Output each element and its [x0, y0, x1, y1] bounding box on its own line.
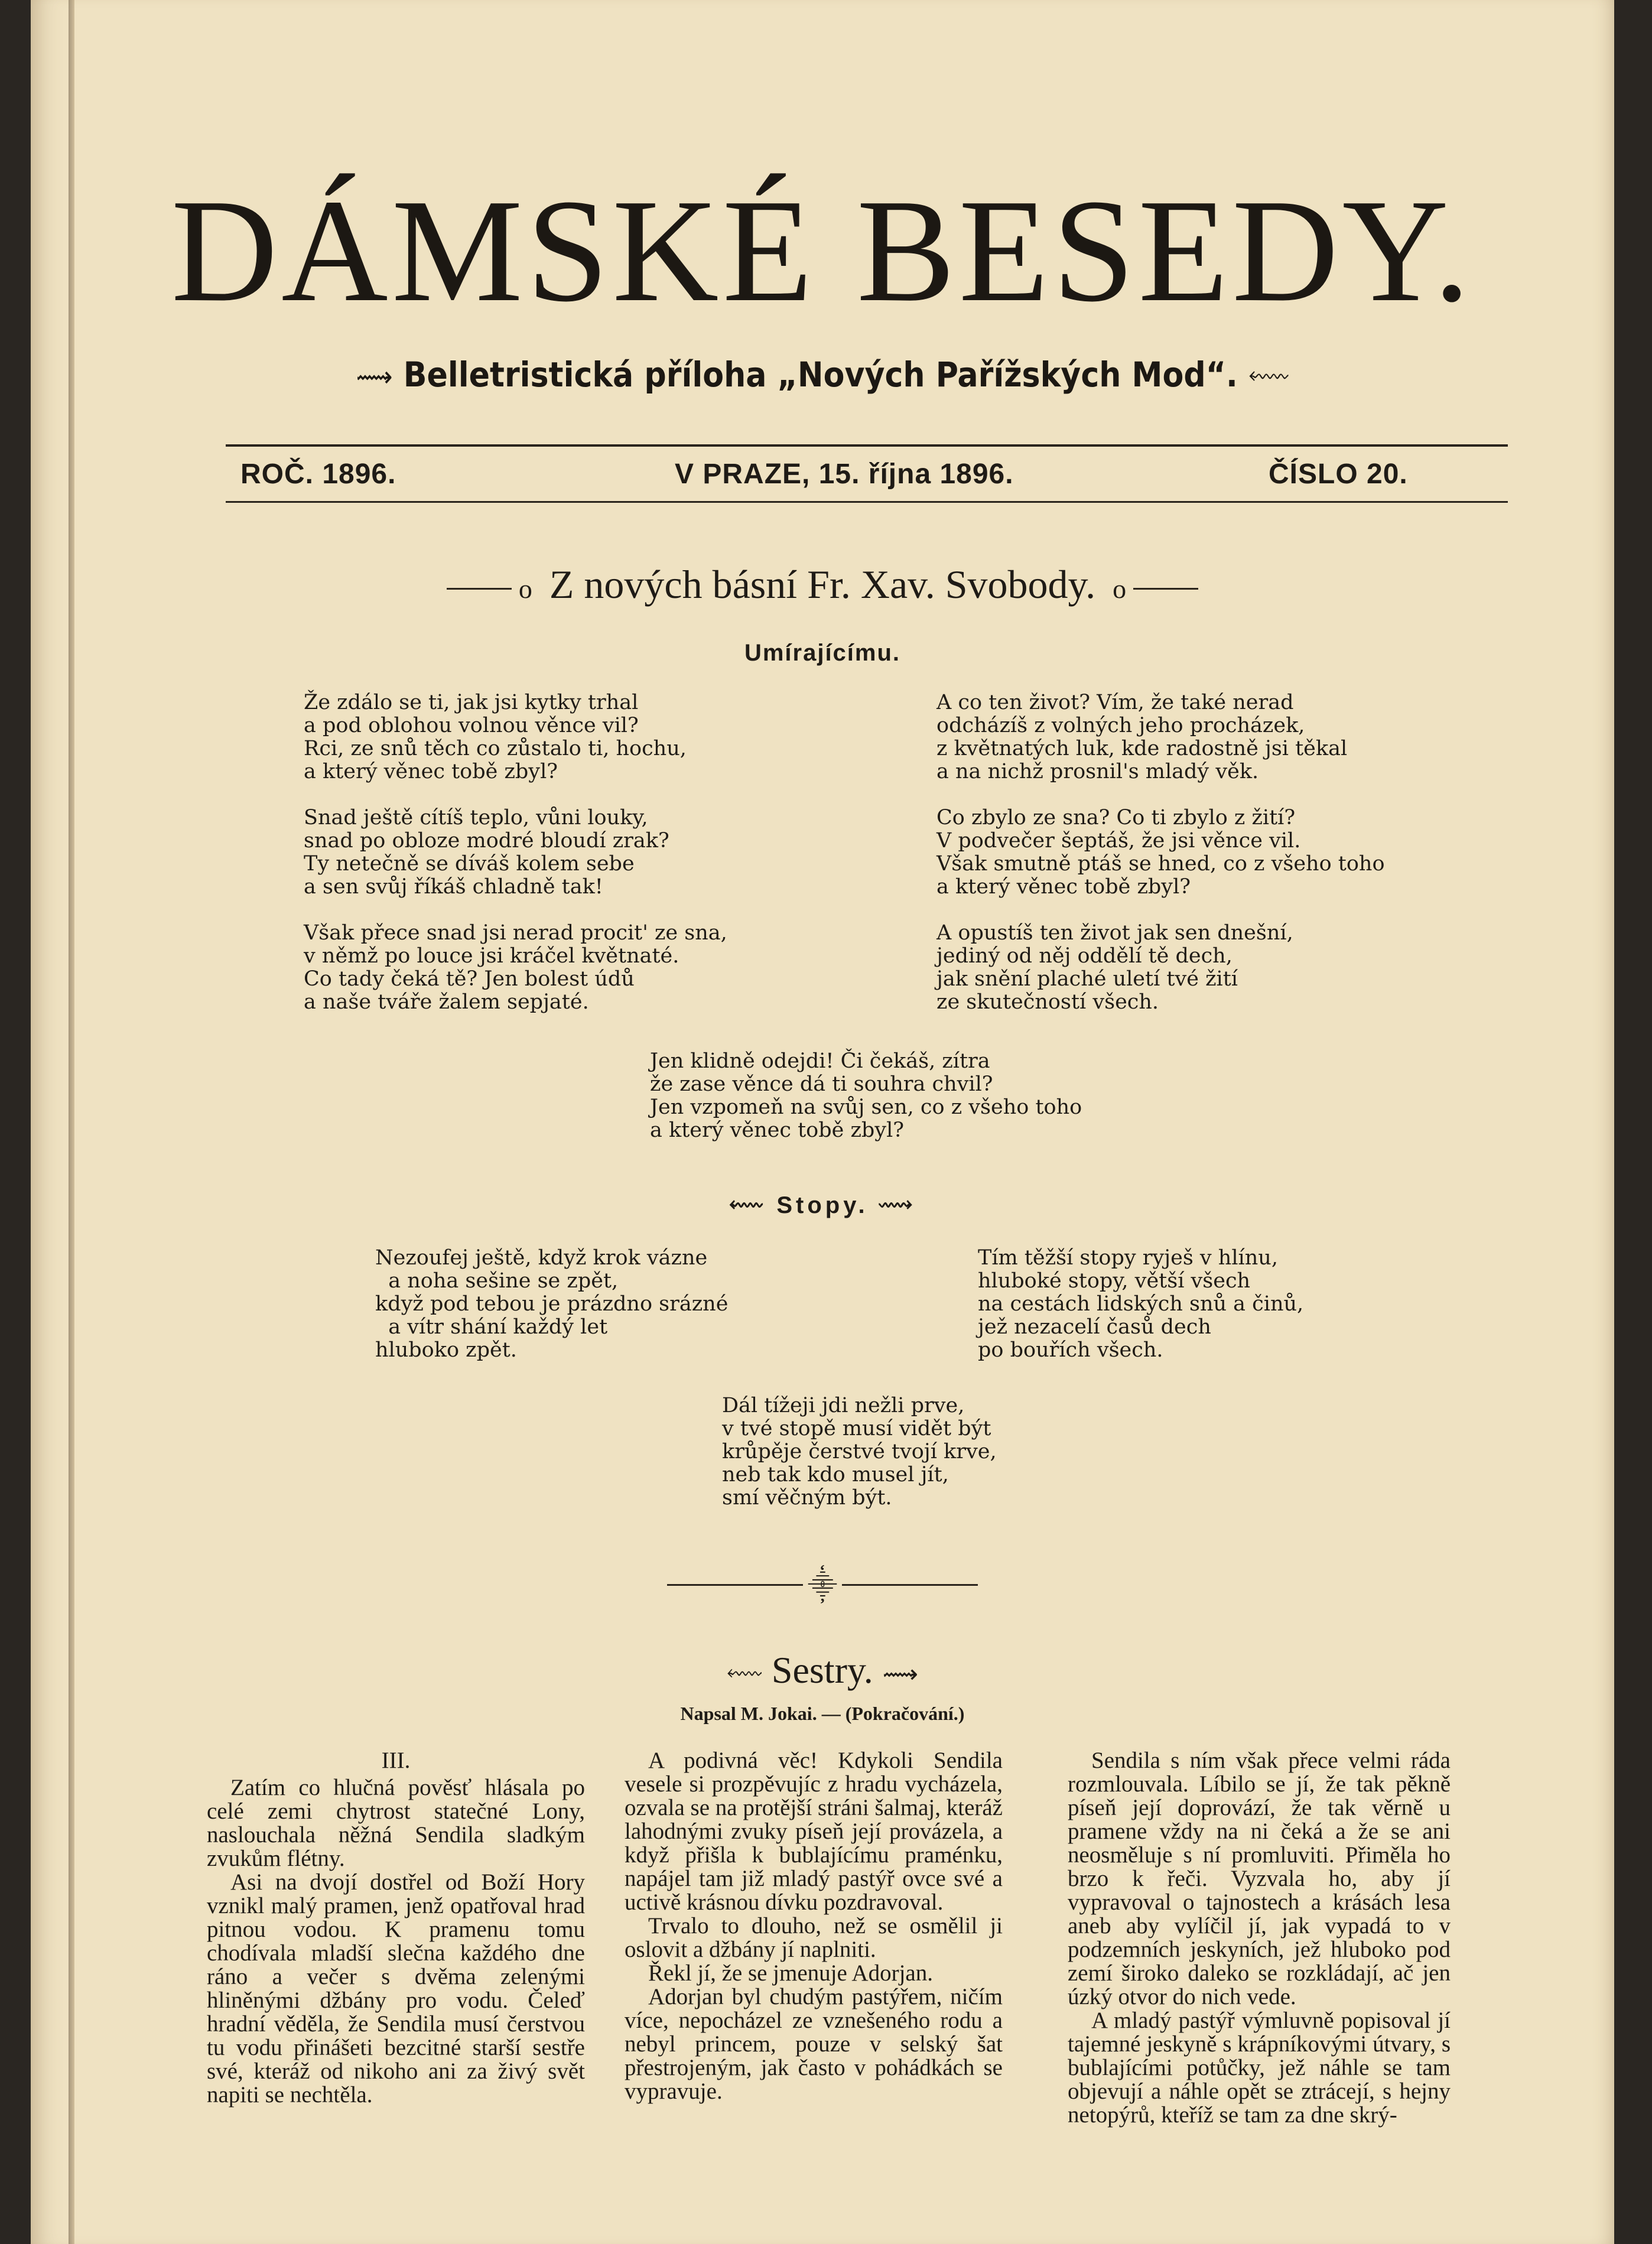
poem-line: jak snění plaché uletí tvé žití [936, 967, 1238, 991]
poem-line: a noha sešine se zpět, [375, 1269, 619, 1293]
poem-line: Že zdálo se ti, jak jsi kytky trhal [304, 691, 639, 714]
poem2-left-column [375, 1247, 728, 1362]
poem-line: hluboko zpět. [375, 1338, 517, 1362]
stanza [304, 922, 727, 1014]
poem-line: jež nezacelí časů dech [978, 1315, 1211, 1339]
divider-line-right [842, 1584, 978, 1586]
paragraph: A podivná věc! Kdykoli Sendila vesele si prozpěvujíc z hradu vycházela, ozvala se na protější stráni šalmaj, kteráž lahodnými zvuky píseň její provázela, a když přišla k bublajícímu praménku, napájel tam již mladý pastýř ovce své a uctivě krásnou dívku pozdravoval. [625, 1748, 1003, 1915]
poem-line: Však přece snad jsi nerad procit' ze sna, [304, 921, 727, 945]
poem-line: neb tak kdo musel jít, [722, 1463, 949, 1487]
article-column-3 [1068, 1749, 1451, 2127]
poem-line: snad po obloze modré bloudí zrak? [304, 829, 669, 853]
poem-line: jediný od něj oddělí tě dech, [936, 944, 1233, 968]
issue-number: ČÍSLO 20. [1269, 458, 1408, 490]
poem-line: A opustíš ten život jak sen dnešní, [936, 921, 1293, 945]
stopy-title-text: Stopy. [776, 1192, 869, 1218]
flourish-left-icon: ⬳ [727, 1660, 762, 1688]
flourish-left-icon: ⬳ [729, 1192, 767, 1218]
paragraph: Asi na dvojí dostřel od Boží Hory vznikl malý pramen, jenž opatřoval hrad pitnou vodou. K pramenu tomu chodívala mladší slečna každého dne ráno a večer s dvěma zelenými hliněnými džbány pro vodu. Čeleď hradní věděla, že Sendila musí čerstvou tu vodu přinášeti bezcitné starší sestře své, kteráž od nikoho ani za živý svět napiti se nechtěla. [207, 1869, 585, 2108]
paragraph: Řekl jí, že se jmenuje Adorjan. [648, 1960, 933, 1986]
poem-line: když pod tebou je prázdno srázné [375, 1292, 729, 1316]
section1-title [31, 561, 1614, 608]
stanza [936, 922, 1385, 1014]
poem-line: Jen klidně odejdi! Či čekáš, zítra [650, 1049, 990, 1073]
poem-line: a pod oblohou volnou věnce vil? [304, 714, 639, 737]
flourish-left-icon: ⟿ [356, 360, 393, 393]
poem-line: smí věčným být. [722, 1486, 892, 1510]
byline: Napsal M. Jokai. — (Pokračování.) [680, 1703, 965, 1724]
poem-title: Umírajícímu. [744, 640, 901, 666]
dash-left [447, 588, 512, 590]
poem-line: Jen vzpomeň na svůj sen, co z všeho toho [650, 1095, 1082, 1119]
paragraph: Zatím co hlučná pověsť hlásala po celé zemi chytrost statečné Lony, naslouchala něžná Sendila sladkým zvukům flétny. [207, 1775, 585, 1871]
article-column-2 [625, 1749, 1003, 2103]
poem-line: že zase věnce dá ti souhra chvil? [650, 1072, 993, 1096]
rule-bottom [226, 501, 1508, 503]
poem-line: Co tady čeká tě? Jen bolest údů [304, 967, 635, 991]
poem-line: na cestách lidských snů a činů, [978, 1292, 1304, 1316]
poem-line: Dál tížeji jdi nežli prve, [722, 1394, 965, 1417]
poem-line: a který věnec tobě zbyl? [936, 875, 1191, 899]
poem1-right-column [936, 691, 1385, 1014]
poem-line: a na nichž prosnil's mladý věk. [936, 760, 1259, 783]
poem1-left-column [304, 691, 727, 1014]
ornamental-divider [31, 1566, 1614, 1604]
rule-top [226, 444, 1508, 447]
article-column-1 [207, 1749, 585, 2107]
paragraph: Sendila s ním však přece velmi ráda rozmlouvala. Líbilo se jí, že tak pěkně píseň její doprovází, že tak věrně u pramene vždy na ni čeká a že se ani neosměluje s ní promluviti. Přiměla ho brzo k řeči. Vyzvala ho, aby jí vypravoval o tajnostech a krásách lesa aneb aby vylíčil jí, jak vypadá to v podzemních jeskyních, jež hluboko pod zemí široko daleko se rozkládají, ač jen úzký otvor do nich vede. [1068, 1748, 1451, 2009]
section1-title-text: Z nových básní Fr. Xav. Svobody. [549, 562, 1096, 607]
poem-line: Však smutně ptáš se hned, co z všeho toho [936, 852, 1385, 876]
flourish-right-icon: ⟿ [878, 1192, 916, 1218]
poem2-right-column [978, 1247, 1303, 1362]
paragraph: A mladý pastýř výmluvně popisoval jí tajemné jeskyně s krápníkovými útvary, s bublajícími potůčky, jež náhle se tam objevují a náhle opět se ztrácejí, s hejny netopýrů, kteříž se tam za dne skrý- [1068, 2008, 1451, 2128]
masthead-title: DÁMSKÉ BESEDY. [171, 169, 1474, 333]
ornament-icon: ⸎ [807, 1569, 838, 1602]
stopy-title [31, 1192, 1614, 1219]
masthead-subtitle [31, 355, 1614, 395]
poem-line: a sen svůj říkáš chladně tak! [304, 875, 603, 899]
chapter-number: III. [381, 1748, 411, 1773]
paragraph: Adorjan byl chudým pastýřem, ničím více, nepocházel ze vznešeného rodu a nebyl princem, pouze v selský šat přestrojeným, jak často v pohádkách se vypravuje. [625, 1984, 1003, 2104]
issue-place-date: V PRAZE, 15. října 1896. [675, 458, 1014, 490]
poem-line: A co ten život? Vím, že také nerad [936, 691, 1294, 714]
poem-line: Co zbylo ze sna? Co ti zbylo z žití? [936, 806, 1296, 830]
stanza [304, 806, 727, 899]
issue-year: ROČ. 1896. [240, 458, 396, 490]
marker-left-icon: o [518, 573, 532, 604]
poem1-center-stanza [650, 1050, 1082, 1142]
poem-line: V podvečer šeptáš, že jsi věnce vil. [936, 829, 1301, 853]
poem-line: Ty netečně se díváš kolem sebe [304, 852, 635, 876]
poem-line: hluboké stopy, větší všech [978, 1269, 1251, 1293]
poem-line: po bouřích všech. [978, 1338, 1163, 1362]
poem-line: odcházíš z volných jeho procházek, [936, 714, 1305, 737]
poem-line: a který věnec tobě zbyl? [650, 1118, 905, 1142]
poem-line: krůpěje čerstvé tvojí krve, [722, 1440, 997, 1464]
poem2-center-stanza [722, 1394, 997, 1510]
poem-line: a který věnec tobě zbyl? [304, 760, 558, 783]
journal-page [31, 0, 1614, 2244]
poem-line: Nezoufej ještě, když krok vázne [375, 1246, 708, 1270]
poem-line: ze skutečností všech. [936, 990, 1159, 1014]
poem-line: a naše tváře žalem sepjaté. [304, 990, 589, 1014]
poem-line: v tvé stopě musí vidět být [722, 1417, 991, 1440]
flourish-right-icon: ⬳ [1248, 360, 1289, 393]
poem-line: Snad ještě cítíš teplo, vůni louky, [304, 806, 648, 830]
poem-line: z květnatých luk, kde radostně jsi těkal [936, 737, 1348, 760]
binding-edge [69, 0, 74, 2244]
poem-line: Tím těžší stopy ryješ v hlínu, [978, 1246, 1278, 1270]
stanza [936, 806, 1385, 899]
paragraph: Trvalo to dlouho, než se osmělil ji oslovit a džbány jí naplniti. [625, 1913, 1003, 1962]
marker-right-icon: o [1113, 573, 1127, 604]
dash-right [1133, 588, 1198, 590]
subtitle-text: Belletristická příloha „Nových Pařížských Mod“. [403, 355, 1238, 395]
sestry-title [31, 1648, 1614, 1692]
flourish-right-icon: ⟿ [882, 1661, 918, 1689]
poem-line: v němž po louce jsi kráčel květnaté. [304, 944, 679, 968]
stanza [304, 691, 727, 783]
stanza [936, 691, 1385, 783]
poem-line: a vítr shání každý let [375, 1315, 608, 1339]
poem-line: Rci, ze snů těch co zůstalo ti, hochu, [304, 737, 687, 760]
sestry-title-text: Sestry. [771, 1649, 873, 1691]
divider-line-left [667, 1584, 803, 1586]
